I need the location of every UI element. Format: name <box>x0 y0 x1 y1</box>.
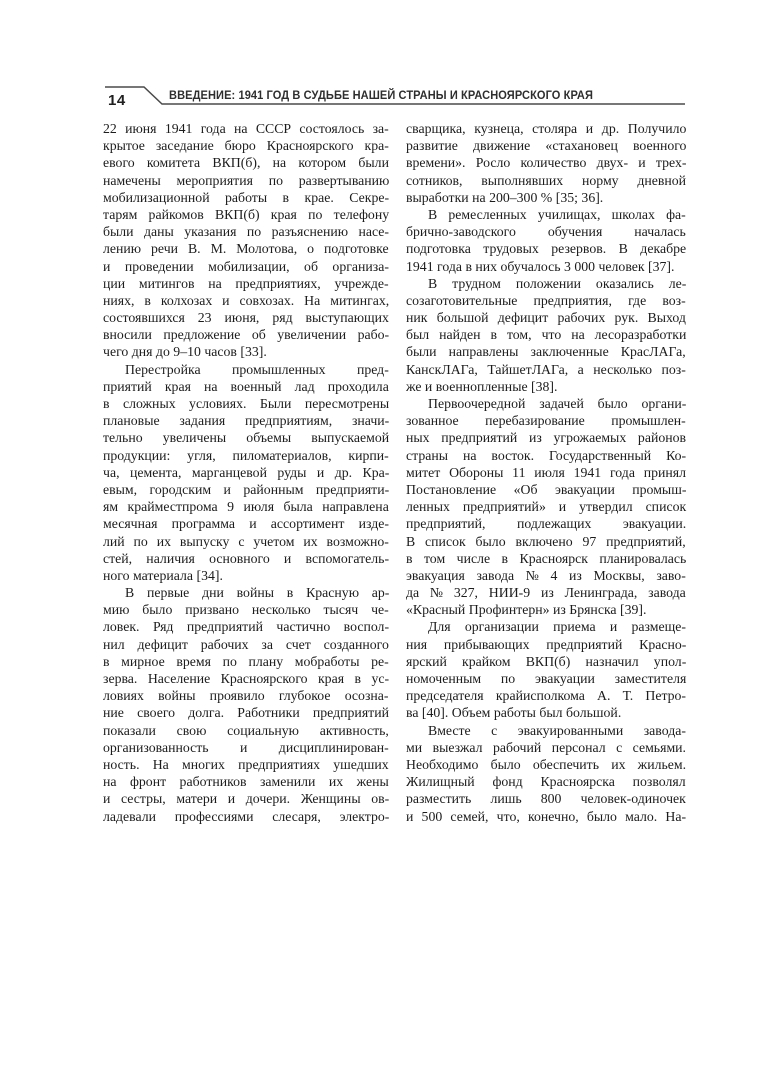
text-line: Вместе с эвакуированными завода- <box>428 722 686 738</box>
text-line: ние своего долга. Работники предприятий <box>103 705 389 721</box>
text-line: на фронт работников заменили их жены <box>103 774 389 790</box>
text-line: 1941 года в них обучалось 3 000 человек [37]. <box>406 258 675 274</box>
text-line: Постановление «Об эвакуации промыш- <box>406 481 687 497</box>
text-line: ва [40]. Объем работы был большой. <box>406 705 622 721</box>
text-line: в том числе в Красноярск планировалась <box>406 550 687 566</box>
text-line: состоявшихся 23 июня, ряд выступающих <box>103 310 389 326</box>
text-line: зованное перебазирование промышлен- <box>406 413 686 429</box>
text-line: ловек. Ряд предприятий частично воспол- <box>103 619 390 635</box>
left-column <box>103 120 389 825</box>
text-line: предприятий, подлежащих эвакуации. <box>406 516 687 532</box>
text-line: брично-заводского обучения началась <box>406 224 686 240</box>
text-line: выработки на 200–300 % [35; 36]. <box>406 189 604 205</box>
text-line: страны на восток. Государственный Ко- <box>406 447 687 463</box>
text-line: председателя крайисполкома А. Т. Петро- <box>406 688 687 704</box>
text-line: ных предприятий из угрожаемых районов <box>406 430 687 446</box>
text-line: времени». Росло количество двух- и трех- <box>406 155 687 171</box>
text-line: В трудном положении оказались ле- <box>428 275 687 291</box>
text-line: ник большой дефицит рабочих рук. Выход <box>406 310 686 326</box>
text-line: ленных предприятий» и утвердил список <box>406 499 687 515</box>
text-line: были даны указания по разъяснению насе- <box>103 224 390 240</box>
text-line: организованность и дисциплинирован- <box>103 739 389 755</box>
text-line: приятий края на военный лад проходила <box>103 378 389 394</box>
page-number: 14 <box>108 92 126 109</box>
text-line: и проведении мобилизации, об организа- <box>103 258 389 274</box>
text-line: митет Обороны 11 июля 1941 года принял <box>406 464 686 480</box>
text-line: Перестройка промышленных пред- <box>125 361 389 377</box>
text-line: лий по их выпуску с учетом их возможно- <box>103 533 389 549</box>
text-line: номоченным по эвакуации заместителя <box>406 671 687 686</box>
text-line: были направлены заключенные КрасЛАГа, <box>406 344 686 360</box>
text-line: вносили предложение об увеличении рабо- <box>103 327 390 343</box>
text-line: подготовка трудовых резервов. В декабре <box>406 241 687 257</box>
text-line: Первоочередной задачей было органи- <box>428 396 687 411</box>
text-line: евым, городским и районным предприяти- <box>103 481 390 497</box>
text-line: и сестры, матери и дочери. Женщины ов- <box>103 791 390 807</box>
text-line: ладевали профессиями слесаря, электро- <box>103 808 390 824</box>
text-line: нил дефицит рабочих за счет созданного <box>103 636 389 652</box>
text-line: ниях, в колхозах и совхозах. На митингах, <box>103 292 390 308</box>
text-line: ность. На многих предприятиях ушедших <box>103 756 389 772</box>
text-line: зерва. Население Красноярского края в ус- <box>103 671 390 686</box>
right-column <box>406 120 686 825</box>
text-line: ции митингов на предприятиях, учрежде- <box>103 275 389 291</box>
text-line: В список было включено 97 предприятий, <box>406 533 686 549</box>
text-line: и 500 семей, что, конечно, было мало. На- <box>406 808 687 824</box>
text-line: плановые задания предприятиям, значи- <box>103 413 390 429</box>
text-line: намечены мероприятия по развертыванию <box>103 172 390 188</box>
text-line: разместить лишь 800 человек-одиночек <box>406 791 686 807</box>
text-line: лению речи В. М. Молотова, о подготовке <box>103 241 389 257</box>
text-line: В ремесленных училищах, школах фа- <box>428 206 686 222</box>
text-line: КанскЛАГа, ТайшетЛАГа, а несколько поз- <box>406 361 686 377</box>
text-line: стей, наличия основного и вспомогатель- <box>103 550 390 566</box>
text-line: тельно увеличены объемы выпускаемой <box>103 430 390 446</box>
text-line: сотников, выполнявших норму дневной <box>406 172 687 188</box>
text-line: тарям райкомов ВКП(б) края по телефону <box>103 206 390 222</box>
text-line: Необходимо было обеспечить их жильем. <box>406 756 687 772</box>
text-line: Жилищный фонд Красноярска позволял <box>406 774 686 790</box>
text-line: мию было призвано несколько тысяч че- <box>103 602 389 618</box>
text-line: ми выезжал рабочий персонал с семьями. <box>406 739 687 755</box>
text-line: продукции: угля, пиломатериалов, кирпи- <box>103 447 389 463</box>
text-line: созаготовительные предприятия, где воз- <box>406 292 686 308</box>
text-line: ловиях войны проявило глубокое осозна- <box>103 688 389 704</box>
text-line: ям крайместпрома 9 июля была направлена <box>103 499 389 515</box>
text-line: чего дня до 9–10 часов [33]. <box>103 344 267 360</box>
text-line: в сложных условиях. Были пересмотрены <box>103 396 390 411</box>
running-header-title: ВВЕДЕНИЕ: 1941 ГОД В СУДЬБЕ НАШЕЙ СТРАНЫ И КРАСНОЯРСКОГО КРАЯ <box>169 88 594 102</box>
text-line: ного материала [34]. <box>103 567 223 583</box>
text-line: 22 июня 1941 года на СССР состоялось за- <box>103 121 389 136</box>
text-line: ния прибывающих предприятий Красно- <box>406 636 687 652</box>
text-line: да № 327, НИИ-9 из Ленинграда, завода <box>406 585 686 601</box>
text-line: евого комитета ВКП(б), на котором были <box>103 155 389 171</box>
text-line: ча, цемента, марганцевой руды и др. Кра- <box>103 464 390 480</box>
text-line: месячная программа и ассортимент изде- <box>103 516 389 532</box>
text-line: В первые дни войны в Красную ар- <box>125 585 390 601</box>
text-line: «Красный Профинтерн» из Брянска [39]. <box>406 602 647 618</box>
text-line: развитие движение «стахановец военного <box>406 138 687 154</box>
text-line: Для организации приема и размеще- <box>428 619 686 635</box>
text-line: крытое заседание бюро Красноярского кра- <box>103 138 389 154</box>
text-line: был найден в том, что на лесоразработки <box>406 327 687 343</box>
text-line: в мирное время по плану мобработы ре- <box>103 653 389 669</box>
text-line: мобилизационной работы в крае. Секре- <box>103 189 390 205</box>
text-line: сварщика, кузнеца, столяра и др. Получило <box>406 121 687 136</box>
text-line: же и военнопленные [38]. <box>406 378 558 394</box>
text-line: ярский крайком ВКП(б) назначил упол- <box>406 653 687 669</box>
text-line: эвакуация завода № 4 из Москвы, заво- <box>406 567 686 583</box>
text-line: показали свою социальную активность, <box>103 722 389 738</box>
